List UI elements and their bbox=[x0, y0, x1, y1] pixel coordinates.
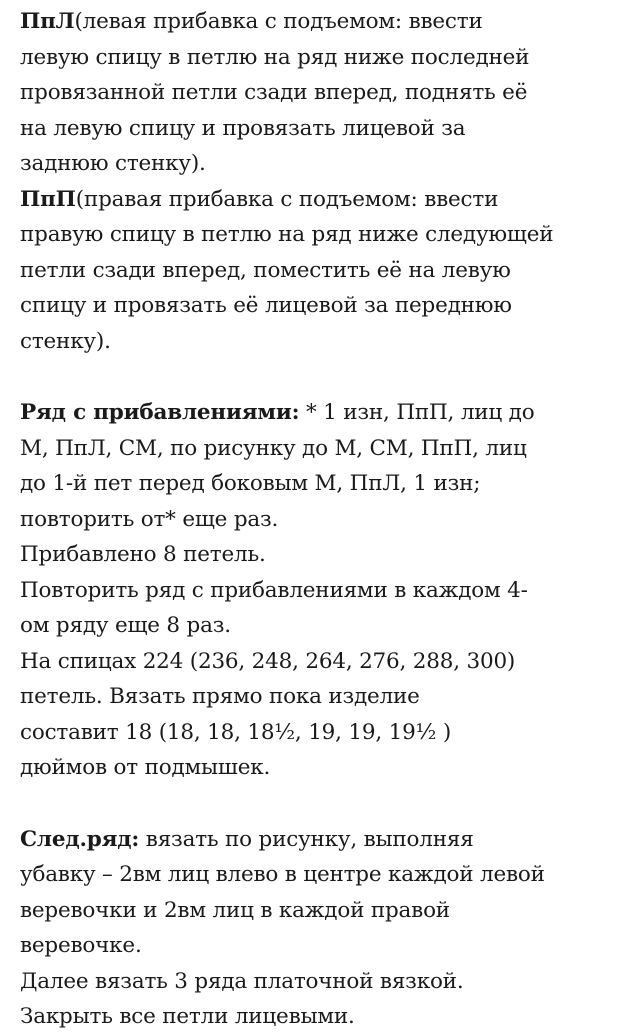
text-line: На спицах 224 (236, 248, 264, 276, 288, 300) bbox=[20, 648, 516, 674]
term-ppl: ПпЛ bbox=[20, 9, 75, 34]
paragraph-increase-row bbox=[20, 395, 610, 786]
paragraph-next-row bbox=[20, 822, 610, 1035]
text-line: Прибавлено 8 петель. bbox=[20, 542, 266, 567]
paragraph-gap bbox=[20, 359, 610, 395]
text-line: ПпЛ(левая прибавка с подъемом: ввести bbox=[20, 9, 483, 34]
text-line: Закрыть все петли лицевыми. bbox=[20, 1004, 355, 1029]
text-line: М, ПпЛ, СМ, по рисунку до М, СМ, ПпП, лиц bbox=[20, 435, 527, 461]
heading-next-row: След.ряд: bbox=[20, 826, 140, 852]
text-line: ПпП(правая прибавка с подъемом: ввести bbox=[20, 186, 499, 212]
text-line: петель. Вязать прямо пока изделие bbox=[20, 684, 420, 709]
text-line: составит 18 (18, 18, 18½, 19, 19, 19½ ) bbox=[20, 719, 452, 745]
text-line: ом ряду еще 8 раз. bbox=[20, 613, 231, 638]
text-line: След.ряд: вязать по рисунку, выполняя bbox=[20, 826, 474, 852]
text-line: веревочки и 2вм лиц в каждой правой bbox=[20, 897, 450, 923]
text-line: убавку – 2вм лиц влево в центре каждой левой bbox=[20, 862, 545, 887]
text-line: до 1-й пет перед боковым М, ПпЛ, 1 изн; bbox=[20, 471, 481, 496]
text-line: провязанной петли сзади вперед, поднять её bbox=[20, 80, 528, 105]
text-line: правую спицу в петлю на ряд ниже следующей bbox=[20, 222, 554, 247]
text-line: повторить от* еще раз. bbox=[20, 506, 279, 532]
text-line: Ряд с прибавлениями: * 1 изн, ПпП, лиц до bbox=[20, 400, 535, 425]
text-line: заднюю стенку). bbox=[20, 151, 206, 176]
text-line: Повторить ряд с прибавлениями в каждом 4- bbox=[20, 577, 528, 603]
text-line: петли сзади вперед, поместить её на левую bbox=[20, 257, 511, 283]
text-line: на левую спицу и провязать лицевой за bbox=[20, 115, 466, 141]
text-line: Далее вязать 3 ряда платочной вязкой. bbox=[20, 968, 464, 994]
text-line: левую спицу в петлю на ряд ниже последней bbox=[20, 44, 530, 70]
text-line: дюймов от подмышек. bbox=[20, 755, 271, 780]
text-line: стенку). bbox=[20, 328, 111, 354]
document-page bbox=[20, 4, 610, 1035]
term-ppp: ПпП bbox=[20, 186, 76, 212]
paragraph-right-increase bbox=[20, 182, 610, 360]
paragraph-gap bbox=[20, 786, 610, 822]
heading-increase-row: Ряд с прибавлениями: bbox=[20, 400, 300, 425]
text-line: спицу и провязать её лицевой за переднюю bbox=[20, 293, 512, 318]
text-line: веревочке. bbox=[20, 933, 142, 958]
paragraph-left-increase bbox=[20, 4, 610, 182]
